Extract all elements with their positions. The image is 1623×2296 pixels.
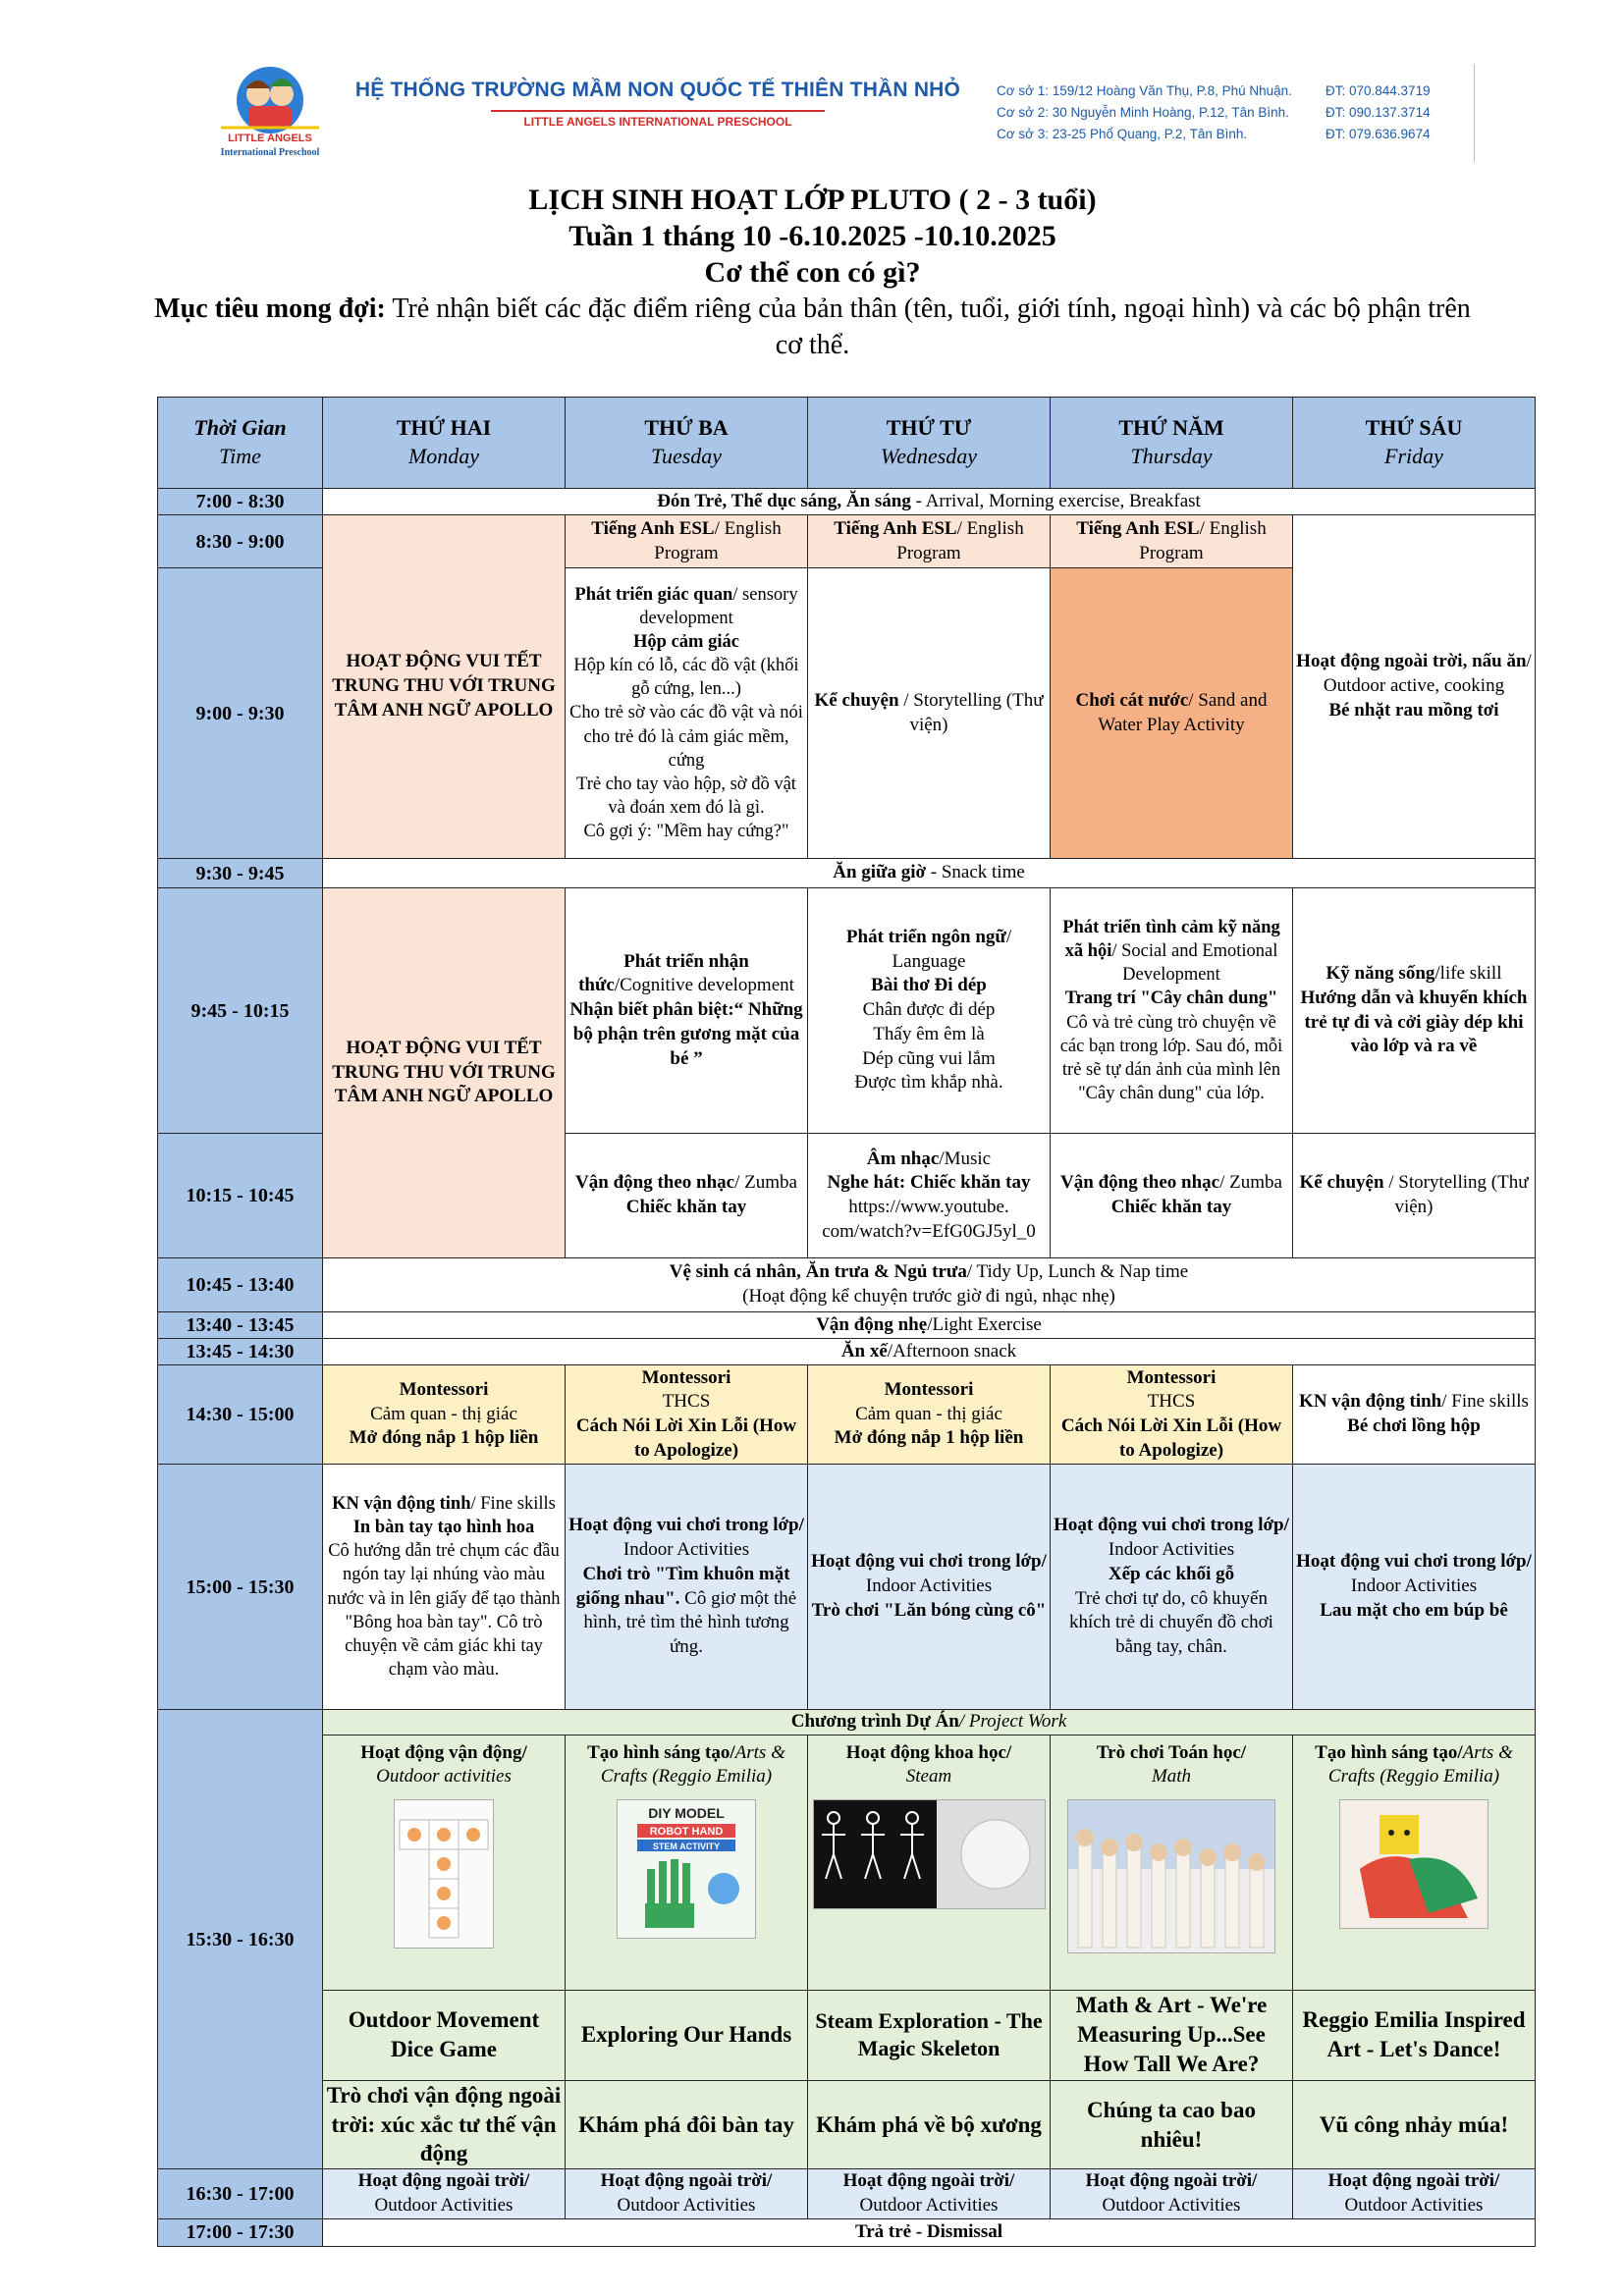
- friday-outdoor-cooking-cell: Hoạt động ngoài trời, nấu ăn/ Outdoor active, cooking Bé nhặt rau mồng tơi: [1293, 515, 1536, 859]
- time-cell: 13:45 - 14:30: [158, 1339, 323, 1365]
- life-skill-cell: Kỹ năng sống/life skill Hướng dẫn và khuyến khích trẻ tự đi và cởi giày dép khi vào lớp và ra về: [1293, 888, 1536, 1134]
- header-wednesday: THỨ TƯ Wednesday: [808, 398, 1051, 489]
- time-cell: 14:30 - 15:00: [158, 1365, 323, 1465]
- montessori-cell: Montessori Cảm quan - thị giác Mở đóng nắp 1 hộp liền: [808, 1365, 1051, 1465]
- time-cell: 10:45 - 13:40: [158, 1258, 323, 1312]
- address: Cơ sở 1: 159/12 Hoàng Văn Thụ, P.8, Phú Nhuận.: [997, 83, 1292, 98]
- table-row: [158, 1465, 1536, 1710]
- page-header: [201, 59, 1483, 167]
- address: Cơ sở 2: 30 Nguyễn Minh Hoàng, P.12, Tân Bình.: [997, 105, 1289, 120]
- project-cell-thursday: Trò chơi Toán học/ Math: [1051, 1735, 1293, 1990]
- goal-text: [147, 291, 1478, 363]
- afternoon-snack-cell: Ăn xế/Afternoon snack: [323, 1339, 1536, 1365]
- sensory-cell: Phát triển giác quan/ sensory development Hộp cảm giác Hộp kín có lỗ, các đồ vật (khối gỗ cứng, len...) Cho trẻ sờ vào các đồ vật và nói cho trẻ đó là cảm giác mềm, cứng Trẻ cho tay vào hộp, sờ đồ vật và đoán xem đó là gì. Cô gợi ý: "Mềm hay cứng?": [566, 568, 808, 859]
- table-row: [158, 2169, 1536, 2218]
- school-title-block: [344, 79, 972, 129]
- phone: ĐT: 090.137.3714: [1325, 105, 1431, 120]
- theme-title: Cơ thể con có gì?: [704, 256, 921, 289]
- dance-art-image: [1339, 1799, 1488, 1929]
- zumba-cell: Vận động theo nhạc/ Zumba Chiếc khăn tay: [566, 1134, 808, 1258]
- table-row: [158, 1258, 1536, 1312]
- project-title-vi: Vũ công nhảy múa!: [1293, 2080, 1536, 2169]
- robot-hand-image-caption: STEM ACTIVITY: [652, 1842, 721, 1852]
- snack-cell: Ăn giữa giờ - Snack time: [323, 859, 1536, 888]
- time-cell: 8:30 - 9:00: [158, 515, 323, 568]
- time-cell: 15:00 - 15:30: [158, 1465, 323, 1710]
- language-cell: Phát triển ngôn ngữ/ Language Bài thơ Đi dép Chân được đi dép Thấy êm êm là Dép cũng vui lắm Được tìm khắp nhà.: [808, 888, 1051, 1134]
- social-emotional-cell: Phát triển tình cảm kỹ năng xã hội/ Social and Emotional Development Trang trí "Cây chân dung" Cô và trẻ cùng trò chuyện về các bạn trong lớp. Sau đó, mỗi trẻ sẽ tự dán ảnh của mình lên "Cây chân dung" của lớp.: [1051, 888, 1293, 1134]
- montessori-cell: Montessori Cảm quan - thị giác Mở đóng nắp 1 hộp liền: [323, 1365, 566, 1465]
- fine-skills-cell: KN vận động tinh/ Fine skills Bé chơi lồng hộp: [1293, 1365, 1536, 1465]
- time-cell: 13:40 - 13:45: [158, 1312, 323, 1339]
- school-logo: [201, 59, 339, 162]
- goal-label: Mục tiêu mong đợi:: [154, 294, 386, 324]
- apollo-activity-cell: HOẠT ĐỘNG VUI TẾT TRUNG THU VỚI TRUNG TÂM ANH NGỮ APOLLO: [323, 888, 566, 1258]
- cognitive-cell: Phát triển nhận thức/Cognitive development Nhận biết phân biệt:“ Những bộ phận trên gương mặt của bé ”: [566, 888, 808, 1134]
- week-title: Tuần 1 tháng 10 -6.10.2025 -10.10.2025: [568, 220, 1056, 252]
- esl-cell: Tiếng Anh ESL/ English Program: [1051, 515, 1293, 568]
- address-row: [997, 80, 1434, 102]
- table-row: [158, 489, 1536, 515]
- header-friday: THỨ SÁU Friday: [1293, 398, 1536, 489]
- table-header-row: [158, 398, 1536, 489]
- header-tuesday: THỨ BA Tuesday: [566, 398, 808, 489]
- outdoor-cell: Hoạt động ngoài trời/ Outdoor Activities: [1293, 2169, 1536, 2218]
- phone: ĐT: 070.844.3719: [1325, 83, 1431, 98]
- table-row: [158, 2080, 1536, 2169]
- table-row: [158, 1990, 1536, 2080]
- address-row: [997, 124, 1434, 145]
- dice-game-image: [394, 1799, 494, 1949]
- header-thursday: THỨ NĂM Thursday: [1051, 398, 1293, 489]
- project-work-heading: Chương trình Dự Án/ Project Work: [323, 1710, 1536, 1735]
- project-title-vi: Trò chơi vận động ngoài trời: xúc xắc tư thế vận động: [323, 2080, 566, 2169]
- esl-cell: Tiếng Anh ESL/ English Program: [566, 515, 808, 568]
- project-cell-monday: Hoạt động vận động/ Outdoor activities: [323, 1735, 566, 1990]
- header-time: Thời Gian Time: [158, 398, 323, 489]
- schedule-title: LỊCH SINH HOẠT LỚP PLUTO ( 2 - 3 tuổi): [528, 184, 1097, 216]
- robot-hand-image-label: ROBOT HAND: [649, 1826, 724, 1839]
- table-row: [158, 1339, 1536, 1365]
- dismissal-cell: Trả trẻ - Dismissal: [323, 2218, 1536, 2246]
- indoor-activity-cell: Hoạt động vui chơi trong lớp/ Indoor Activities Chơi trò "Tìm khuôn mặt giống nhau". Cô giơ một thẻ hình, trẻ tìm thẻ hình tương ứng.: [566, 1465, 808, 1710]
- table-row: [158, 1365, 1536, 1465]
- divider: [1474, 64, 1475, 162]
- table-row: [158, 859, 1536, 888]
- project-title-vi: Khám phá đôi bàn tay: [566, 2080, 808, 2169]
- school-subtitle: LITTLE ANGELS INTERNATIONAL PRESCHOOL: [491, 110, 825, 129]
- outdoor-cell: Hoạt động ngoài trời/ Outdoor Activities: [566, 2169, 808, 2218]
- project-cell-wednesday: Hoạt động khoa học/ Steam: [808, 1735, 1051, 1990]
- indoor-activity-cell: Hoạt động vui chơi trong lớp/ Indoor Activities Trò chơi "Lăn bóng cùng cô": [808, 1465, 1051, 1710]
- sand-water-cell: Chơi cát nước/ Sand and Water Play Activity: [1051, 568, 1293, 859]
- time-cell: 7:00 - 8:30: [158, 489, 323, 515]
- indoor-activity-cell: Hoạt động vui chơi trong lớp/ Indoor Activities Xếp các khối gỗ Trẻ chơi tự do, cô khuyến khích trẻ di chuyển đồ chơi bằng tay, chân.: [1051, 1465, 1293, 1710]
- skeleton-image: [813, 1799, 1046, 1909]
- outdoor-cell: Hoạt động ngoài trời/ Outdoor Activities: [1051, 2169, 1293, 2218]
- light-exercise-cell: Vận động nhẹ/Light Exercise: [323, 1312, 1536, 1339]
- robot-hand-image: [617, 1799, 756, 1939]
- time-cell: 9:00 - 9:30: [158, 568, 323, 859]
- title-block: [147, 182, 1478, 363]
- montessori-cell: Montessori THCS Cách Nói Lời Xin Lỗi (How to Apologize): [566, 1365, 808, 1465]
- school-name: HỆ THỐNG TRƯỜNG MẦM NON QUỐC TẾ THIÊN THẦN NHỎ: [354, 79, 961, 101]
- time-cell: 9:30 - 9:45: [158, 859, 323, 888]
- project-cell-tuesday: Tạo hình sáng tạo/Arts & Crafts (Reggio Emilia) DIY MODEL ROBOT HAND STEM ACTIVITY: [566, 1735, 808, 1990]
- project-title-vi: Chúng ta cao bao nhiêu!: [1051, 2080, 1293, 2169]
- indoor-activity-cell: Hoạt động vui chơi trong lớp/ Indoor Activities Lau mặt cho em búp bê: [1293, 1465, 1536, 1710]
- project-title-vi: Khám phá về bộ xương: [808, 2080, 1051, 2169]
- project-title-en: Math & Art - We're Measuring Up...See How Tall We Are?: [1051, 1990, 1293, 2080]
- lunch-nap-cell: Vệ sinh cá nhân, Ăn trưa & Ngủ trưa/ Tidy Up, Lunch & Nap time (Hoạt động kể chuyện trước giờ đi ngủ, nhạc nhẹ): [323, 1258, 1536, 1312]
- table-row: [158, 1312, 1536, 1339]
- table-row: [158, 1710, 1536, 1735]
- project-title-en: Exploring Our Hands: [566, 1990, 808, 2080]
- time-cell: 15:30 - 16:30: [158, 1710, 323, 2169]
- project-title-en: Reggio Emilia Inspired Art - Let's Dance!: [1293, 1990, 1536, 2080]
- montessori-cell: Montessori THCS Cách Nói Lời Xin Lỗi (How to Apologize): [1051, 1365, 1293, 1465]
- address: Cơ sở 3: 23-25 Phổ Quang, P.2, Tân Bình.: [997, 127, 1248, 141]
- project-cell-friday: Tạo hình sáng tạo/Arts & Crafts (Reggio Emilia): [1293, 1735, 1536, 1990]
- zumba-cell: Vận động theo nhạc/ Zumba Chiếc khăn tay: [1051, 1134, 1293, 1258]
- outdoor-cell: Hoạt động ngoài trời/ Outdoor Activities: [323, 2169, 566, 2218]
- project-title-en: Outdoor Movement Dice Game: [323, 1990, 566, 2080]
- table-row: [158, 1735, 1536, 1990]
- storytelling-cell: Kể chuyện / Storytelling (Thư viện): [1293, 1134, 1536, 1258]
- apollo-activity-cell: HOẠT ĐỘNG VUI TẾT TRUNG THU VỚI TRUNG TÂM ANH NGỮ APOLLO: [323, 515, 566, 859]
- table-row: [158, 888, 1536, 1134]
- goal-body: Trẻ nhận biết các đặc điểm riêng của bản thân (tên, tuổi, giới tính, ngoại hình) và các bộ phận trên cơ thể.: [385, 294, 1471, 360]
- outdoor-cell: Hoạt động ngoài trời/ Outdoor Activities: [808, 2169, 1051, 2218]
- svg-text:International Preschool: International Preschool: [220, 147, 320, 158]
- schedule-table: [157, 397, 1536, 2247]
- music-cell: Âm nhạc/Music Nghe hát: Chiếc khăn tay https://www.youtube. com/watch?v=EfG0GJ5yl_0: [808, 1134, 1051, 1258]
- robot-hand-image-title: DIY MODEL: [648, 1805, 725, 1822]
- svg-text:LITTLE ANGELS: LITTLE ANGELS: [228, 133, 312, 144]
- height-measure-image: [1067, 1799, 1275, 1953]
- header-monday: THỨ HAI Monday: [323, 398, 566, 489]
- address-block: [997, 80, 1434, 145]
- table-row: [158, 2218, 1536, 2246]
- storytelling-cell: Kể chuyện / Storytelling (Thư viện): [808, 568, 1051, 859]
- time-cell: 16:30 - 17:00: [158, 2169, 323, 2218]
- time-cell: 17:00 - 17:30: [158, 2218, 323, 2246]
- table-row: [158, 515, 1536, 568]
- address-row: [997, 102, 1434, 124]
- hand-print-cell: KN vận động tinh/ Fine skills In bàn tay tạo hình hoa Cô hướng dẫn trẻ chụm các đầu ngón tay lại nhúng vào màu nước và in lên giấy để tạo thành "Bông hoa bàn tay". Cô trò chuyện về cảm giác khi tay chạm vào màu.: [323, 1465, 566, 1710]
- arrival-cell: Đón Trẻ, Thể dục sáng, Ăn sáng - Arrival, Morning exercise, Breakfast: [323, 489, 1536, 515]
- time-cell: 9:45 - 10:15: [158, 888, 323, 1134]
- project-title-en: Steam Exploration - The Magic Skeleton: [808, 1990, 1051, 2080]
- esl-cell: Tiếng Anh ESL/ English Program: [808, 515, 1051, 568]
- time-cell: 10:15 - 10:45: [158, 1134, 323, 1258]
- phone: ĐT: 079.636.9674: [1325, 127, 1431, 141]
